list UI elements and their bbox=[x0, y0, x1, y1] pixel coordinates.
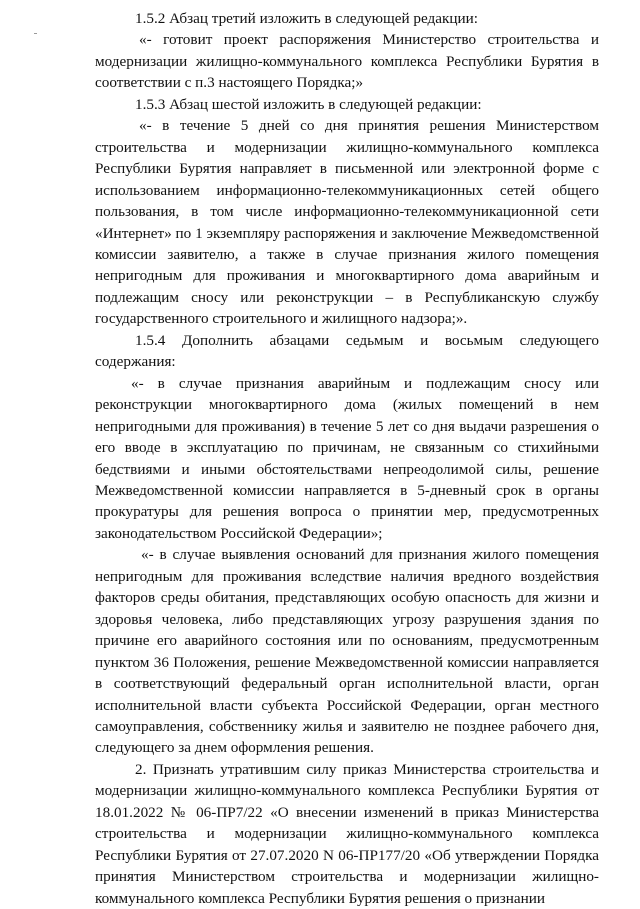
paragraph-1-5-4-seventh: «- в случае признания аварийным и подлежащим сносу или реконструкции многоквартирного дома (жилых помещений в нем непригодными для проживания) в течение 5 лет со дня выдачи разрешения о его вводе в эксплуатацию по причинам, не связанным со стихийными бедствиями и иными обстоятельствами непреодолимой силы, решение Межведомственной комиссии направляется в 5-дневный срок в органы прокуратуры для решения вопроса о принятии мер, предусмотренных законодательством Российской Федерации»; bbox=[95, 374, 599, 542]
paragraph-1-5-4-eighth: «- в случае выявления оснований для признания жилого помещения непригодным для проживания вследствие наличия вредного воздействия факторов среды обитания, представляющих особую опасность для жизни и здоровья человека, либо представляющих угрозу разрушения здания по причине его аварийного состояния или по основаниям, предусмотренным пунктом 36 Положения, решение Межведомственной комиссии направляется в соответствующий федеральный орган исполнительной власти, орган исполнительной власти субъекта Российской Федерации, орган местного самоуправления, собственнику жилья и заявителю не позднее рабочего дня, следующего за днем оформления решения. bbox=[95, 546, 599, 757]
paragraph-2: 2. Признать утратившим силу приказ Министерства строительства и модернизации жилищно-коммунального комплекса Республики Бурятия от 18.01.2022 № 06-ПР7/22 «О внесении изменений в приказ Министерства строительства и модернизации жилищно-коммунального комплекса Республики Бурятия от 27.07.2020 N 06-ПР177/20 «Об утверждении Порядка принятия Министерством строительства и модернизации жилищно-коммунального комплекса Республики Бурятия решения о признании bbox=[95, 760, 599, 907]
paragraph-1-5-3: 1.5.3 Абзац шестой изложить в следующей редакции: bbox=[135, 95, 482, 113]
paragraph-1-5-2-text: «- готовит проект распоряжения Министерство строительства и модернизации жилищно-коммунального комплекса Республики Бурятия в соответствии с п.3 настоящего Порядка;» bbox=[95, 31, 599, 92]
paragraph-1-5-4: 1.5.4 Дополнить абзацами седьмым и восьмым следующего содержания: bbox=[95, 331, 599, 371]
document-body bbox=[95, 8, 599, 909]
paragraph-1-5-3-text: «- в течение 5 дней со дня принятия решения Министерством строительства и модернизации жилищно-коммунального комплекса Республики Бурятия направляет в письменной или электронной форме с использованием информационно-телекоммуникационных сетей общего пользования, в том числе информационно-телекоммуникационной сети «Интернет» по 1 экземпляру распоряжения и заключение Межведомственной комиссии заявителю, а также в случае признания жилого помещения непригодным для проживания и многоквартирного дома аварийным и подлежащим сносу или реконструкции – в Республиканскую службу государственного строительного и жилищного надзора;». bbox=[95, 117, 599, 328]
paragraph-1-5-2: 1.5.2 Абзац третий изложить в следующей редакции: bbox=[135, 10, 478, 27]
scan-speck bbox=[34, 33, 37, 34]
